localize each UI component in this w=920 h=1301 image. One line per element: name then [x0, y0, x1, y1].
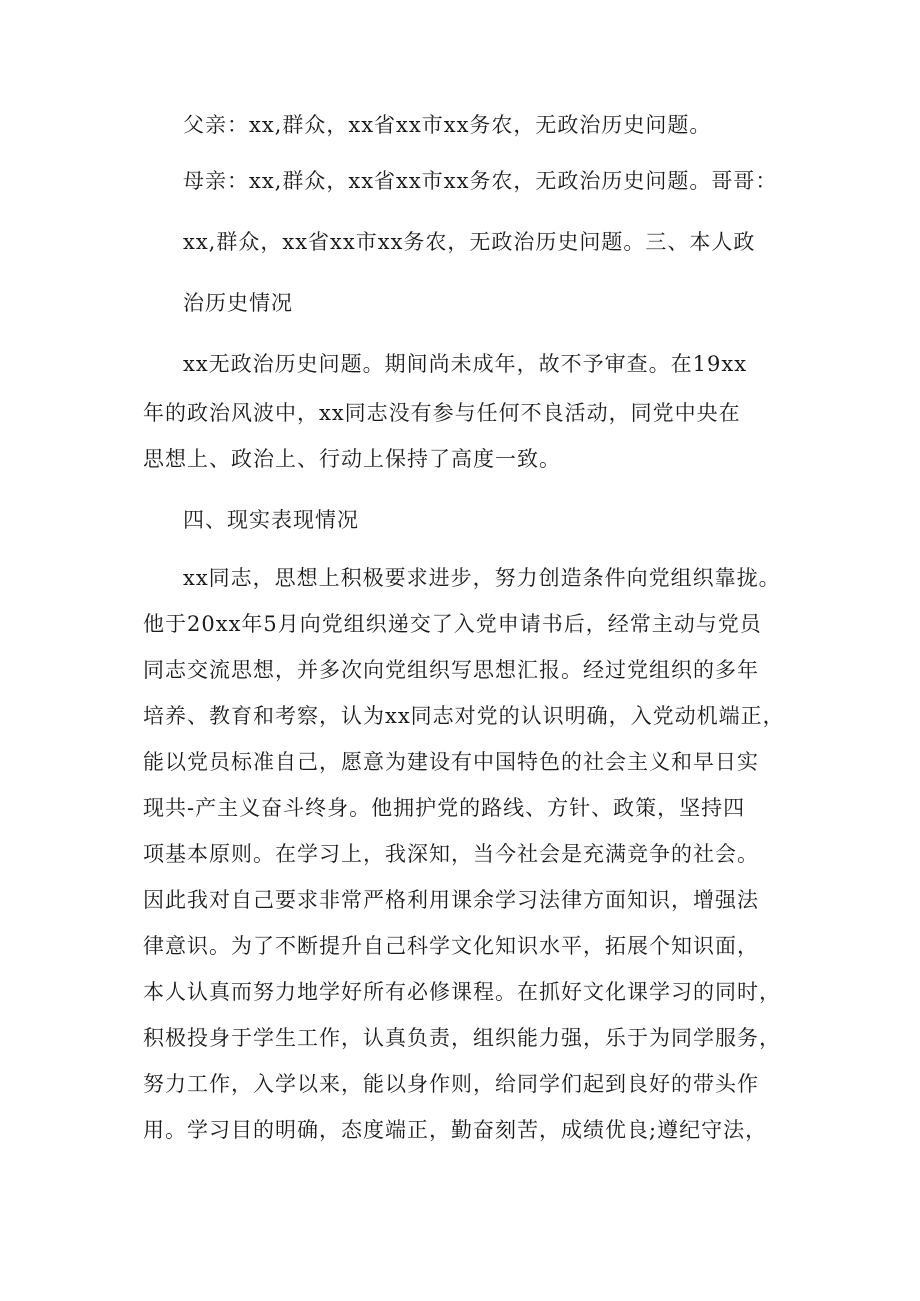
political-history-line-3: 思想上、政治上、行动上保持了高度一致。: [143, 447, 561, 471]
political-history-line-2: 年的政治风波中，xx同志没有参与任何不良活动，同党中央在: [143, 401, 741, 425]
performance-line-2: 他于20xx年5月向党组织递交了入党申请书后，经常主动与党员: [143, 612, 762, 636]
political-history-line-1: xx无政治历史问题。期间尚未成年，故不予审查。在19xx: [183, 352, 748, 376]
performance-line-12: 努力工作，入学以来，能以身作则，给同学们起到良好的带头作: [143, 1072, 759, 1096]
section-heading-continued: 治历史情况: [183, 291, 293, 315]
performance-line-6: 现共-产主义奋斗终身。他拥护党的路线、方针、政策，坚持四: [143, 796, 746, 820]
performance-line-5: 能以党员标准自己，愿意为建设有中国特色的社会主义和早日实: [143, 750, 759, 774]
section-heading-4: 四、现实表现情况: [183, 508, 359, 532]
father-info-line: 父亲：xx,群众，xx省xx市xx务农，无政治历史问题。: [183, 113, 712, 137]
performance-line-13: 用。学习目的明确，态度端正，勤奋刻苦，成绩优良;遵纪守法，: [143, 1118, 768, 1142]
performance-line-1: xx同志，思想上积极要求进步，努力创造条件向党组织靠拢。: [183, 566, 781, 590]
performance-line-10: 本人认真而努力地学好所有必修课程。在抓好文化课学习的同时，: [143, 980, 781, 1004]
performance-line-4: 培养、教育和考察，认为xx同志对党的认识明确，入党动机端正，: [143, 704, 785, 728]
brother-info-line: xx,群众，xx省xx市xx务农，无政治历史问题。三、本人政: [183, 230, 756, 254]
mother-info-line: 母亲：xx,群众，xx省xx市xx务农，无政治历史问题。哥哥：: [183, 169, 778, 193]
performance-line-9: 律意识。为了不断提升自己科学文化知识水平，拓展个知识面，: [143, 934, 759, 958]
performance-line-11: 积极投身于学生工作，认真负责，组织能力强，乐于为同学服务，: [143, 1026, 781, 1050]
performance-line-8: 因此我对自己要求非常严格利用课余学习法律方面知识，增强法: [143, 888, 759, 912]
performance-line-7: 项基本原则。在学习上，我深知，当今社会是充满竞争的社会。: [143, 842, 759, 866]
performance-line-3: 同志交流思想，并多次向党组织写思想汇报。经过党组织的多年: [143, 658, 759, 682]
